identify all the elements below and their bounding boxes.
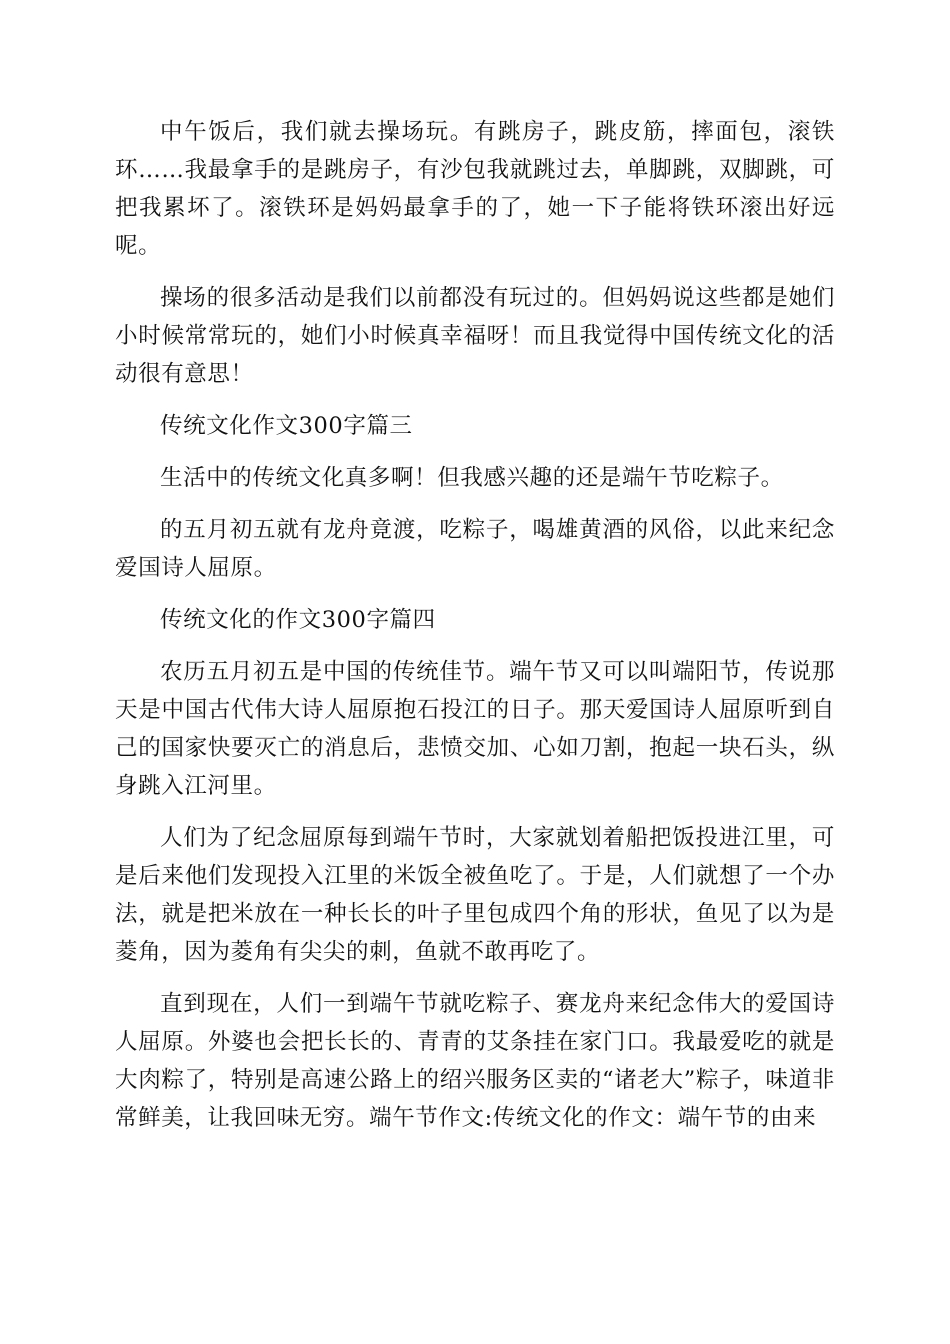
paragraph-present-day: 直到现在，人们一到端午节就吃粽子、赛龙舟来纪念伟大的爱国诗人屈原。外婆也会把长长的、青青的艾条挂在家门口。我最爱吃的就是大肉粽了，特别是高速公路上的绍兴服务区卖的“诸老大”粽子，味道非常鲜美，让我回味无穷。端午节作文:传统文化的作文：端午节的由来 — [115, 991, 835, 1131]
paragraph-zongzi-interest: 生活中的传统文化真多啊！但我感兴趣的还是端午节吃粽子。 — [160, 465, 784, 491]
paragraph-playground-reflection: 操场的很多活动是我们以前都没有玩过的。但妈妈说这些都是她们小时候常常玩的，她们小时候真幸福呀！而且我觉得中国传统文化的活动很有意思！ — [115, 285, 835, 387]
paragraph-zongzi-origin: 人们为了纪念屈原每到端午节时，大家就划着船把饭投进江里，可是后来他们发现投入江里的米饭全被鱼吃了。于是，人们就想了一个办法，就是把米放在一种长长的叶子里包成四个角的形状，鱼见了以为是菱角，因为菱角有尖尖的刺，鱼就不敢再吃了。 — [115, 825, 835, 965]
section-heading-part-four: 传统文化的作文300字篇四 — [160, 607, 436, 633]
paragraph-dragon-boat-customs: 的五月初五就有龙舟竟渡，吃粽子，喝雄黄酒的风俗，以此来纪念爱国诗人屈原。 — [115, 517, 835, 581]
paragraph-qu-yuan-story: 农历五月初五是中国的传统佳节。端午节又可以叫端阳节，传说那天是中国古代伟大诗人屈原抱石投江的日子。那天爱国诗人屈原听到自己的国家快要灭亡的消息后，悲愤交加、心如刀割，抱起一块石头，纵身跳入江河里。 — [115, 659, 835, 799]
article-body — [115, 113, 835, 1151]
section-heading-part-three: 传统文化作文300字篇三 — [160, 413, 413, 439]
paragraph-playground: 中午饭后，我们就去操场玩。有跳房子，跳皮筋，摔面包，滚铁环……我最拿手的是跳房子，有沙包我就跳过去，单脚跳，双脚跳，可把我累坏了。滚铁环是妈妈最拿手的了，她一下子能将铁环滚出好远呢。 — [115, 119, 835, 259]
